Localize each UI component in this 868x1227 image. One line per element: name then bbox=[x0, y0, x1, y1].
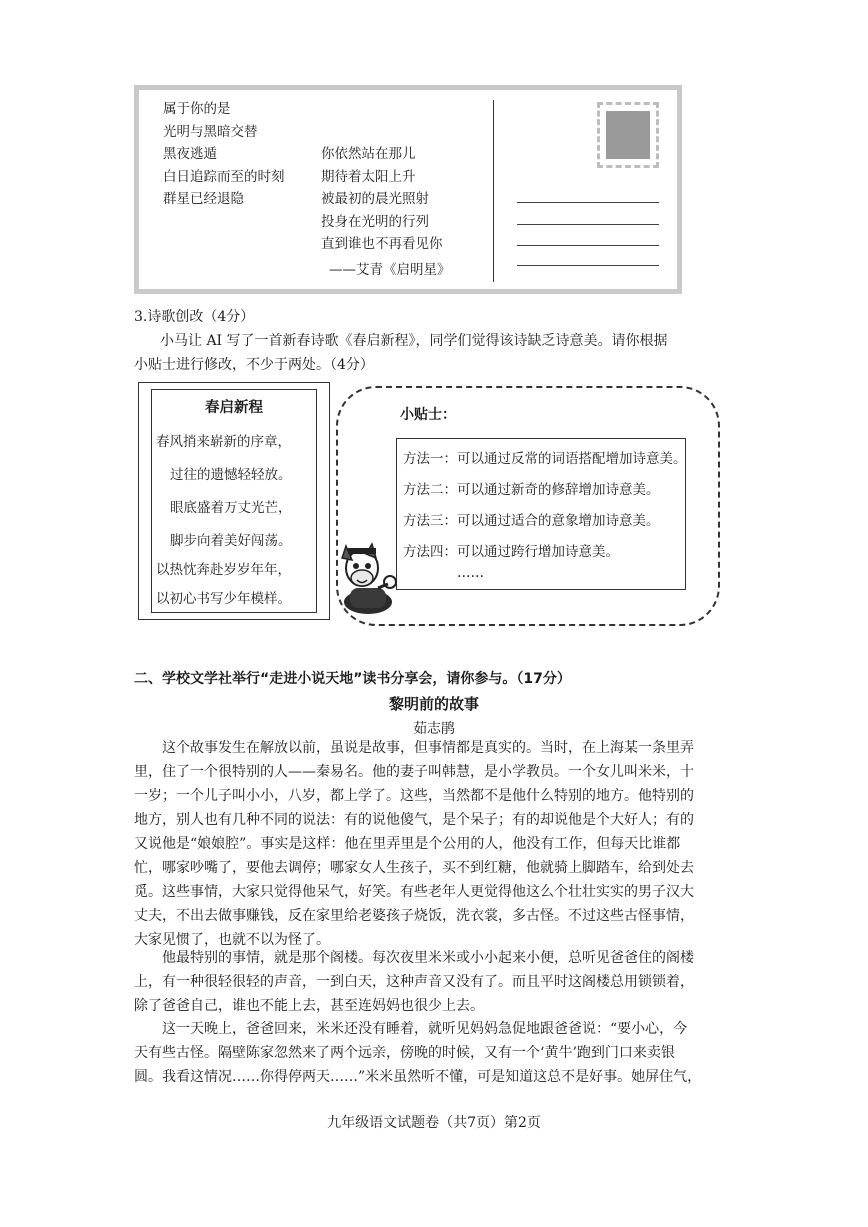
address-line bbox=[517, 202, 659, 203]
tip-item: 方法三：可以通过适合的意象增加诗意美。 bbox=[403, 513, 660, 529]
question-3-description: 小贴士进行修改，不少于两处。（4分） bbox=[134, 357, 374, 373]
poem-line: 你依然站在那儿 bbox=[321, 146, 416, 162]
poem-line: 属于你的是 bbox=[163, 101, 231, 117]
story-paragraph bbox=[134, 1017, 738, 1089]
ai-poem-title: 春启新程 bbox=[205, 400, 263, 416]
story-title: 黎明前的故事 bbox=[388, 695, 479, 713]
story-paragraph bbox=[134, 946, 738, 1018]
poem-line: 黑夜逃遁 bbox=[163, 146, 217, 162]
poem-right-column bbox=[321, 143, 443, 256]
poem-line: 群星已经退隐 bbox=[163, 191, 244, 207]
tips-list bbox=[396, 438, 686, 590]
question-3-description: 小马让 AI 写了一首新春诗歌《春启新程》，同学们觉得该诗缺乏诗意美。请你根据 bbox=[160, 333, 668, 349]
story-line: 除了爸爸自己，谁也不能上去，甚至连妈妈也很少上去。 bbox=[134, 998, 484, 1014]
poem-left-column bbox=[163, 98, 285, 211]
address-line bbox=[517, 245, 659, 246]
postcard bbox=[134, 85, 682, 294]
story-line: 他最特别的事情，就是那个阁楼。每次夜里米米或小小起来小便，总听见爸爸住的阁楼 bbox=[162, 950, 694, 966]
story-line: 里，住了一个很特别的人——秦易名。他的妻子叫韩慧，是小学教员。一个女儿叫米米，十 bbox=[134, 764, 694, 780]
question-3-title: 3.诗歌创改（4分） bbox=[134, 309, 255, 325]
story-line: 觅。这些事情，大家只觉得他呆气，好笑。有些老年人更觉得他这么个壮壮实实的男子汉大 bbox=[134, 884, 694, 900]
tip-item: 方法一：可以通过反常的词语搭配增加诗意美。 bbox=[403, 451, 687, 467]
ai-poem-frame bbox=[151, 389, 317, 613]
tip-item: 方法四：可以通过跨行增加诗意美。 bbox=[403, 544, 619, 560]
poem-line: 被最初的晨光照射 bbox=[321, 191, 429, 207]
story-line: 地方，别人也有几种不同的说法：有的说他傻气，是个呆子；有的却说他是个大好人；有的 bbox=[134, 812, 694, 828]
ai-poem-line: 脚步向着美好闯荡。 bbox=[170, 533, 292, 549]
ai-poem-line: 以初心书写少年模样。 bbox=[156, 591, 291, 607]
postcard-card bbox=[139, 90, 677, 289]
page-footer: 九年级语文试题卷（共7页）第2页 bbox=[327, 1115, 541, 1131]
stamp-icon bbox=[597, 102, 659, 168]
story-author: 茹志鹃 bbox=[413, 721, 455, 737]
ai-poem-line: 春风捎来崭新的序章， bbox=[156, 434, 291, 450]
story-paragraph bbox=[134, 736, 738, 952]
tip-item: 方法二：可以通过新奇的修辞增加诗意美。 bbox=[403, 482, 660, 498]
poem-line: 直到谁也不再看见你 bbox=[321, 236, 443, 252]
poem-line: 白日追踪而至的时刻 bbox=[163, 168, 285, 185]
ai-poem-box bbox=[138, 382, 330, 620]
tips-title: 小贴士： bbox=[400, 407, 456, 423]
ai-poem-line: 眼底盛着万丈光芒， bbox=[170, 500, 292, 516]
poem-line: 投身在光明的行列 bbox=[321, 213, 429, 230]
story-line: 忙，哪家吵嘴了，要他去调停；哪家女人生孩子，买不到红糖，他就骑上脚踏车，给到处去 bbox=[134, 860, 694, 876]
story-line: 一岁；一个儿子叫小小，八岁，都上学了。这些，当然都不是他什么特别的地方。他特别的 bbox=[134, 788, 694, 804]
story-line: 圆。我看这情况……你得停两天……”米米虽然听不懂，可是知道这总不是好事。她屏住气， bbox=[134, 1069, 702, 1085]
story-line: 天有些古怪。隔壁陈家忽然来了两个远亲，傍晚的时候，又有一个‘黄牛’跑到门口来卖银 bbox=[134, 1045, 675, 1061]
address-line bbox=[517, 265, 659, 266]
tip-ellipsis: …… bbox=[457, 565, 484, 581]
story-line: 这个故事发生在解放以前，虽说是故事，但事情都是真实的。当时，在上海某一条里弄 bbox=[162, 740, 694, 756]
postcard-divider bbox=[493, 100, 494, 282]
story-line: 这一天晚上，爸爸回来，米米还没有睡着，就听见妈妈急促地跟爸爸说：“要小心，今 bbox=[162, 1021, 688, 1037]
poem-line: 光明与黑暗交替 bbox=[163, 123, 258, 140]
donkey-mascot-icon bbox=[332, 536, 404, 616]
ai-poem-line: 过往的遗憾轻轻放。 bbox=[170, 467, 292, 483]
story-line: 上，有一种很轻很轻的声音，一到白天，这种声音又没有了。而且平时这阁楼总用锁锁着， bbox=[134, 974, 694, 990]
poem-line: 期待着太阳上升 bbox=[321, 168, 416, 185]
story-line: 又说他是“娘娘腔”。事实是这样：他在里弄里是个公用的人，他没有工作，但每天比谁都 bbox=[134, 836, 681, 852]
address-line bbox=[517, 224, 659, 225]
ai-poem-line: 以热忱奔赴岁岁年年， bbox=[156, 562, 291, 578]
section-2-title: 二、学校文学社举行“走进小说天地”读书分享会，请你参与。（17分） bbox=[134, 671, 571, 687]
story-line: 丈夫，不出去做事赚钱，反在家里给老婆孩子烧饭，洗衣裳，多古怪。不过这些古怪事情， bbox=[134, 908, 694, 924]
poem-attribution: ——艾青《启明星》 bbox=[329, 262, 451, 278]
story-line: 大家见惯了，也就不以为怪了。 bbox=[134, 932, 330, 948]
